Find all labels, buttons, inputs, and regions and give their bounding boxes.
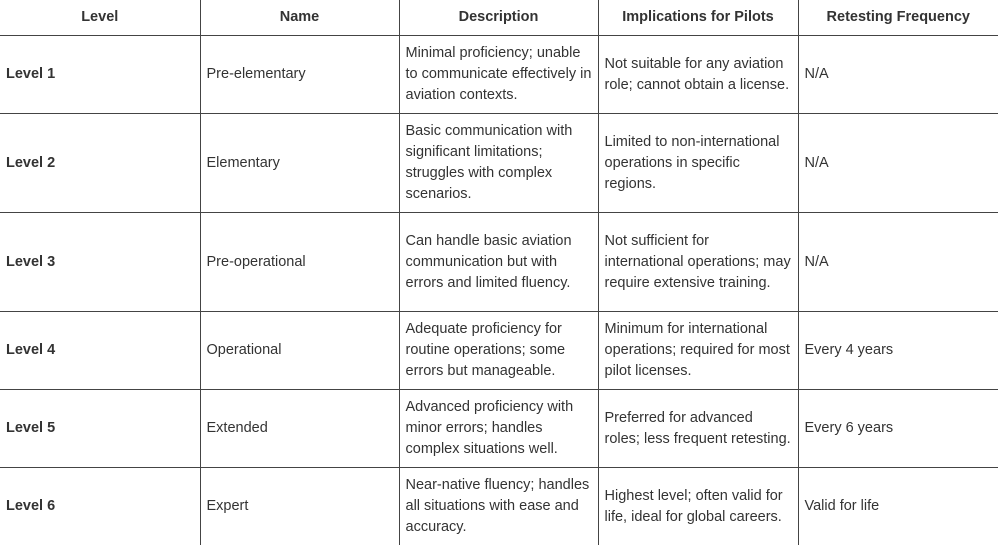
cell-description: Advanced proficiency with minor errors; handles complex situations well. bbox=[399, 390, 598, 468]
cell-description: Can handle basic aviation communication but with errors and limited fluency. bbox=[399, 213, 598, 312]
cell-retesting: N/A bbox=[798, 213, 998, 312]
cell-level: Level 6 bbox=[0, 468, 200, 546]
cell-level: Level 4 bbox=[0, 312, 200, 390]
header-row bbox=[0, 0, 998, 36]
cell-level: Level 2 bbox=[0, 114, 200, 213]
cell-implications: Highest level; often valid for life, ideal for global careers. bbox=[598, 468, 798, 546]
cell-level: Level 1 bbox=[0, 36, 200, 114]
cell-name: Operational bbox=[200, 312, 399, 390]
cell-retesting: N/A bbox=[798, 114, 998, 213]
cell-implications: Not sufficient for international operations; may require extensive training. bbox=[598, 213, 798, 312]
header-name: Name bbox=[200, 0, 399, 36]
cell-implications: Not suitable for any aviation role; cannot obtain a license. bbox=[598, 36, 798, 114]
cell-name: Pre-elementary bbox=[200, 36, 399, 114]
cell-description: Basic communication with significant limitations; struggles with complex scenarios. bbox=[399, 114, 598, 213]
cell-implications: Limited to non-international operations in specific regions. bbox=[598, 114, 798, 213]
cell-retesting: N/A bbox=[798, 36, 998, 114]
table-row bbox=[0, 213, 998, 312]
table-row bbox=[0, 390, 998, 468]
cell-description: Adequate proficiency for routine operations; some errors but manageable. bbox=[399, 312, 598, 390]
table-row bbox=[0, 114, 998, 213]
table-row bbox=[0, 468, 998, 546]
table-row bbox=[0, 36, 998, 114]
header-level: Level bbox=[0, 0, 200, 36]
cell-name: Expert bbox=[200, 468, 399, 546]
cell-name: Elementary bbox=[200, 114, 399, 213]
cell-level: Level 5 bbox=[0, 390, 200, 468]
cell-implications: Preferred for advanced roles; less frequent retesting. bbox=[598, 390, 798, 468]
cell-name: Extended bbox=[200, 390, 399, 468]
header-implications: Implications for Pilots bbox=[598, 0, 798, 36]
cell-name: Pre-operational bbox=[200, 213, 399, 312]
cell-level: Level 3 bbox=[0, 213, 200, 312]
header-description: Description bbox=[399, 0, 598, 36]
cell-description: Near-native fluency; handles all situations with ease and accuracy. bbox=[399, 468, 598, 546]
cell-implications: Minimum for international operations; required for most pilot licenses. bbox=[598, 312, 798, 390]
header-retesting: Retesting Frequency bbox=[798, 0, 998, 36]
cell-retesting: Every 4 years bbox=[798, 312, 998, 390]
cell-description: Minimal proficiency; unable to communicate effectively in aviation contexts. bbox=[399, 36, 598, 114]
cell-retesting: Valid for life bbox=[798, 468, 998, 546]
cell-retesting: Every 6 years bbox=[798, 390, 998, 468]
table-row bbox=[0, 312, 998, 390]
